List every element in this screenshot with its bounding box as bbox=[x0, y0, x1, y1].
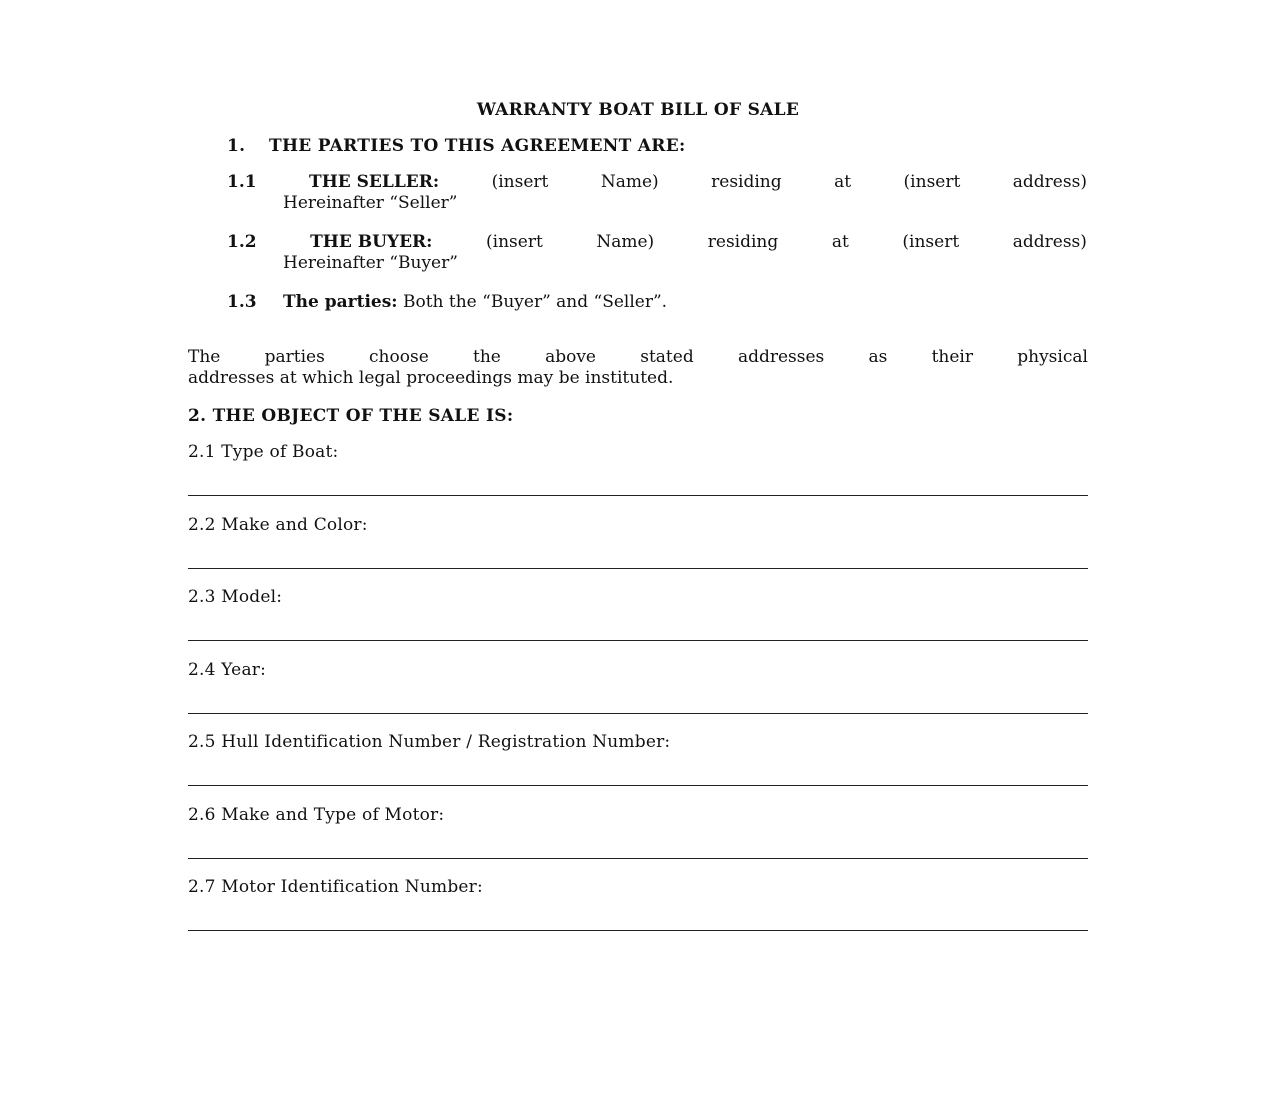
field-motor-id-label: 2.7 Motor Identification Number: bbox=[188, 877, 483, 897]
clause-1-2-number: 1.2 bbox=[227, 232, 257, 252]
field-motor-type-label: 2.6 Make and Type of Motor: bbox=[188, 805, 445, 825]
section-1-heading bbox=[227, 135, 686, 157]
clause-1-1-number: 1.1 bbox=[227, 172, 257, 192]
paragraph-word: addresses bbox=[737, 347, 825, 367]
clause-1-1-continuation: Hereinafter “Seller” bbox=[283, 193, 458, 213]
addresses-paragraph bbox=[188, 347, 1088, 389]
buyer-word: (insert bbox=[486, 232, 543, 252]
paragraph-word: stated bbox=[640, 347, 694, 367]
clause-1-1-seller bbox=[227, 172, 1087, 214]
clause-1-1-label: THE SELLER: bbox=[309, 172, 440, 192]
field-model-line[interactable] bbox=[188, 640, 1088, 641]
seller-word: Name) bbox=[600, 172, 659, 192]
buyer-word: address) bbox=[1012, 232, 1087, 252]
paragraph-word: their bbox=[931, 347, 973, 367]
paragraph-line-2: addresses at which legal proceedings may be instituted. bbox=[188, 368, 674, 388]
field-motor-id-line[interactable] bbox=[188, 930, 1088, 931]
field-hull-id-label: 2.5 Hull Identification Number / Registration Number: bbox=[188, 732, 671, 752]
clause-1-3-text: Both the “Buyer” and “Seller”. bbox=[402, 292, 668, 312]
field-type-of-boat-label: 2.1 Type of Boat: bbox=[188, 442, 339, 462]
section-1-title: THE PARTIES TO THIS AGREEMENT ARE: bbox=[269, 136, 686, 156]
paragraph-word: physical bbox=[1017, 347, 1088, 367]
field-year-label: 2.4 Year: bbox=[188, 660, 267, 680]
seller-word: residing bbox=[711, 172, 782, 192]
field-make-color-label: 2.2 Make and Color: bbox=[188, 515, 368, 535]
field-make-color-line[interactable] bbox=[188, 568, 1088, 569]
seller-word: (insert bbox=[903, 172, 961, 192]
paragraph-word: the bbox=[473, 347, 501, 367]
buyer-word: Name) bbox=[596, 232, 655, 252]
paragraph-word: as bbox=[868, 347, 888, 367]
paragraph-word: above bbox=[545, 347, 596, 367]
clause-1-2-buyer bbox=[227, 232, 1087, 274]
paragraph-word: The bbox=[188, 347, 221, 367]
clause-1-3-number: 1.3 bbox=[227, 292, 257, 312]
buyer-word: residing bbox=[707, 232, 779, 252]
section-1-number: 1. bbox=[227, 136, 246, 156]
clause-1-3-label: The parties: bbox=[283, 292, 398, 312]
paragraph-word: parties bbox=[264, 347, 325, 367]
clause-1-2-continuation: Hereinafter “Buyer” bbox=[283, 253, 458, 273]
clause-1-3-parties bbox=[227, 292, 1087, 313]
clause-1-2-label: THE BUYER: bbox=[310, 232, 433, 252]
seller-word: at bbox=[834, 172, 852, 192]
field-year-line[interactable] bbox=[188, 713, 1088, 714]
field-motor-type-line[interactable] bbox=[188, 858, 1088, 859]
paragraph-word: choose bbox=[369, 347, 429, 367]
field-type-of-boat-line[interactable] bbox=[188, 495, 1088, 496]
document-title: WARRANTY BOAT BILL OF SALE bbox=[476, 100, 800, 120]
field-model-label: 2.3 Model: bbox=[188, 587, 283, 607]
field-hull-id-line[interactable] bbox=[188, 785, 1088, 786]
buyer-word: at bbox=[831, 232, 849, 252]
seller-word: address) bbox=[1012, 172, 1087, 192]
seller-word: (insert bbox=[491, 172, 549, 192]
section-2-heading: 2. THE OBJECT OF THE SALE IS: bbox=[188, 406, 514, 426]
buyer-word: (insert bbox=[902, 232, 960, 252]
